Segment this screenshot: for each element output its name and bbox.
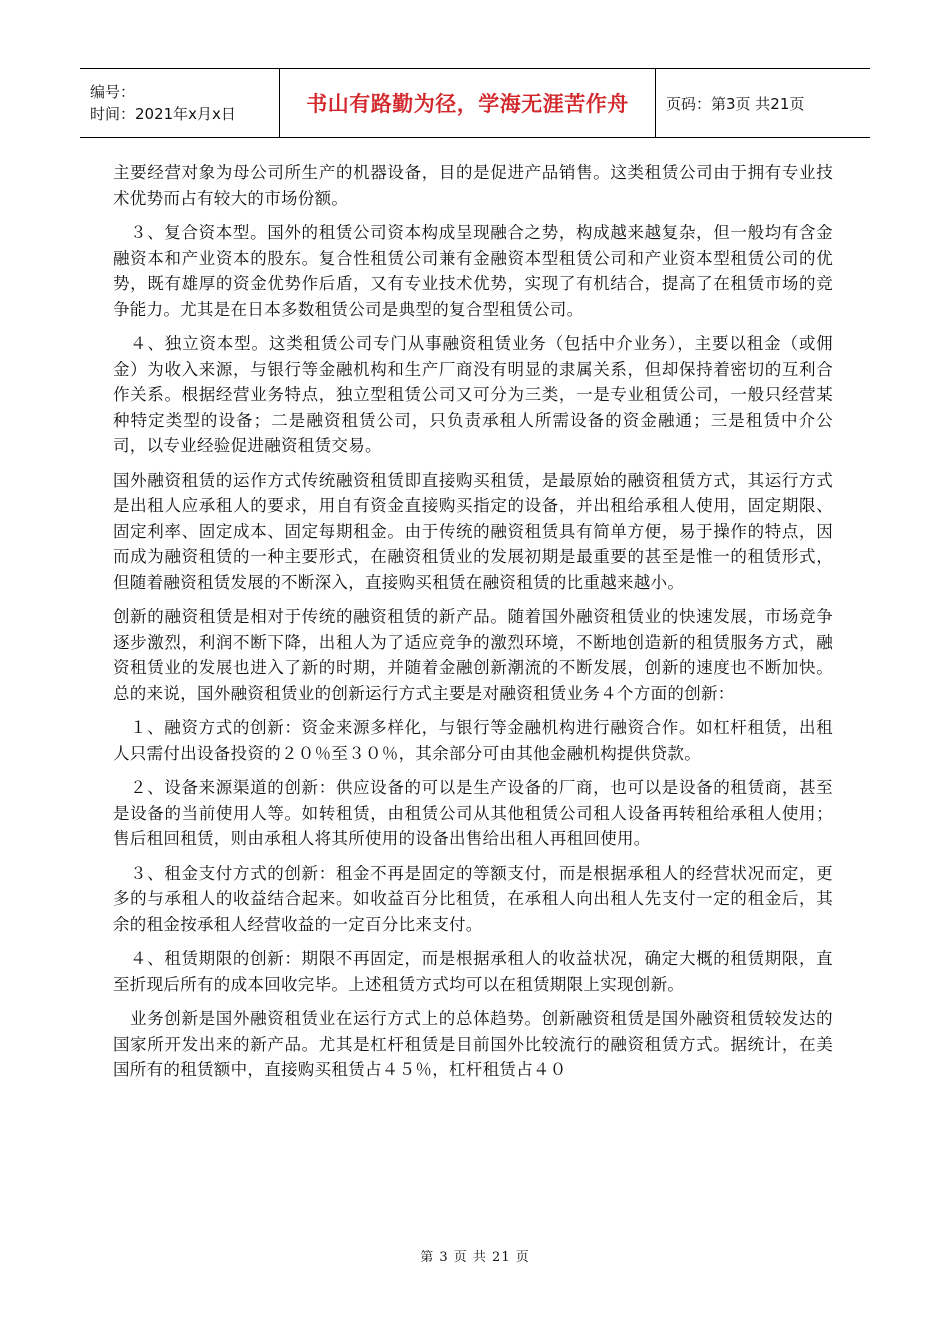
paragraph: 国外融资租赁的运作方式传统融资租赁即直接购买租赁，是最原始的融资租赁方式，其运行方式是出租人应承租人的要求，用自有资金直接购买指定的设备，并出租给承租人使用，固定期限、固定利率、固定成本、固定每期租金。由于传统的融资租赁具有简单方便，易于操作的特点，因而成为融资租赁的一种主要形式，在融资租赁业的发展初期是最重要的甚至是惟一的租赁形式，但随着融资租赁发展的不断深入，直接购买租赁在融资租赁的比重越来越小。: [113, 470, 833, 592]
paragraph: １、融资方式的创新：资金来源多样化，与银行等金融机构进行融资合作。如杠杆租赁，出租人只需付出设备投资的２０％至３０％，其余部分可由其他金融机构提供贷款。: [113, 718, 833, 763]
header-motto-cell: [280, 69, 656, 137]
time-label: 时间：2021年x月x日: [90, 105, 236, 123]
header-page-number: 页码：第3页 共21页: [666, 94, 805, 113]
document-body: [113, 160, 833, 1092]
paragraph: ３、复合资本型。国外的租赁公司资本构成呈现融合之势，构成越来越复杂，但一般均有含金融资本和产业资本的股东。复合性租赁公司兼有金融资本型租赁公司和产业资本型租赁公司的优势，既有雄厚的资金优势作后盾，又有专业技术优势，实现了有机结合，提高了在租赁市场的竞争能力。尤其是在日本多数租赁公司是典型的复合型租赁公司。: [113, 223, 833, 319]
paragraph: ２、设备来源渠道的创新：供应设备的可以是生产设备的厂商，也可以是设备的租赁商，甚至是设备的当前使用人等。如转租赁，由租赁公司从其他租赁公司租人设备再转租给承租人使用；售后租回租赁，则由承租人将其所使用的设备出售给出租人再租回使用。: [113, 778, 833, 848]
paragraph: ４、租赁期限的创新：期限不再固定，而是根据承租人的收益状况，确定大概的租赁期限，直至折现后所有的成本回收完毕。上述租赁方式均可以在租赁期限上实现创新。: [113, 949, 833, 994]
header-page-cell: [656, 69, 870, 137]
paragraph: ４、独立资本型。这类租赁公司专门从事融资租赁业务（包括中介业务），主要以租金（或佣金）为收入来源，与银行等金融机构和生产厂商没有明显的隶属关系，但却保持着密切的互利合作关系。根据经营业务特点，独立型租赁公司又可分为三类，一是专业租赁公司，一般只经营某种特定类型的设备；二是融资租赁公司，只负责承租人所需设备的资金融通；三是租赁中介公司，以专业经验促进融资租赁交易。: [113, 334, 833, 455]
paragraph: 业务创新是国外融资租赁业在运行方式上的总体趋势。创新融资租赁是国外融资租赁较发达的国家所开发出来的新产品。尤其是杠杆租赁是目前国外比较流行的融资租赁方式。据统计，在美国所有的租赁额中，直接购买租赁占４５％，杠杆租赁占４０: [113, 1009, 833, 1079]
header-info-cell: [80, 69, 280, 137]
paragraph: ３、租金支付方式的创新：租金不再是固定的等额支付，而是根据承租人的经营状况而定，更多的与承租人的收益结合起来。如收益百分比租赁，在承租人向出租人先支付一定的租金后，其余的租金按承租人经营收益的一定百分比来支付。: [113, 863, 833, 934]
serial-number-label: 编号：: [90, 83, 136, 101]
paragraph: 主要经营对象为母公司所生产的机器设备，目的是促进产品销售。这类租赁公司由于拥有专业技术优势而占有较大的市场份额。: [113, 163, 833, 208]
page-header: [80, 68, 870, 138]
page-footer: 第 3 页 共 21 页: [420, 1250, 530, 1265]
paragraph: 创新的融资租赁是相对于传统的融资租赁的新产品。随着国外融资租赁业的快速发展，市场竞争逐步激烈，利润不断下降，出租人为了适应竞争的激烈环境，不断地创造新的租赁服务方式，融资租赁业的发展也进入了新的时期，并随着金融创新潮流的不断发展，创新的速度也不断加快。总的来说，国外融资租赁业的创新运行方式主要是对融资租赁业务４个方面的创新：: [113, 607, 833, 703]
header-motto: 书山有路勤为径，学海无涯苦作舟: [306, 92, 629, 116]
